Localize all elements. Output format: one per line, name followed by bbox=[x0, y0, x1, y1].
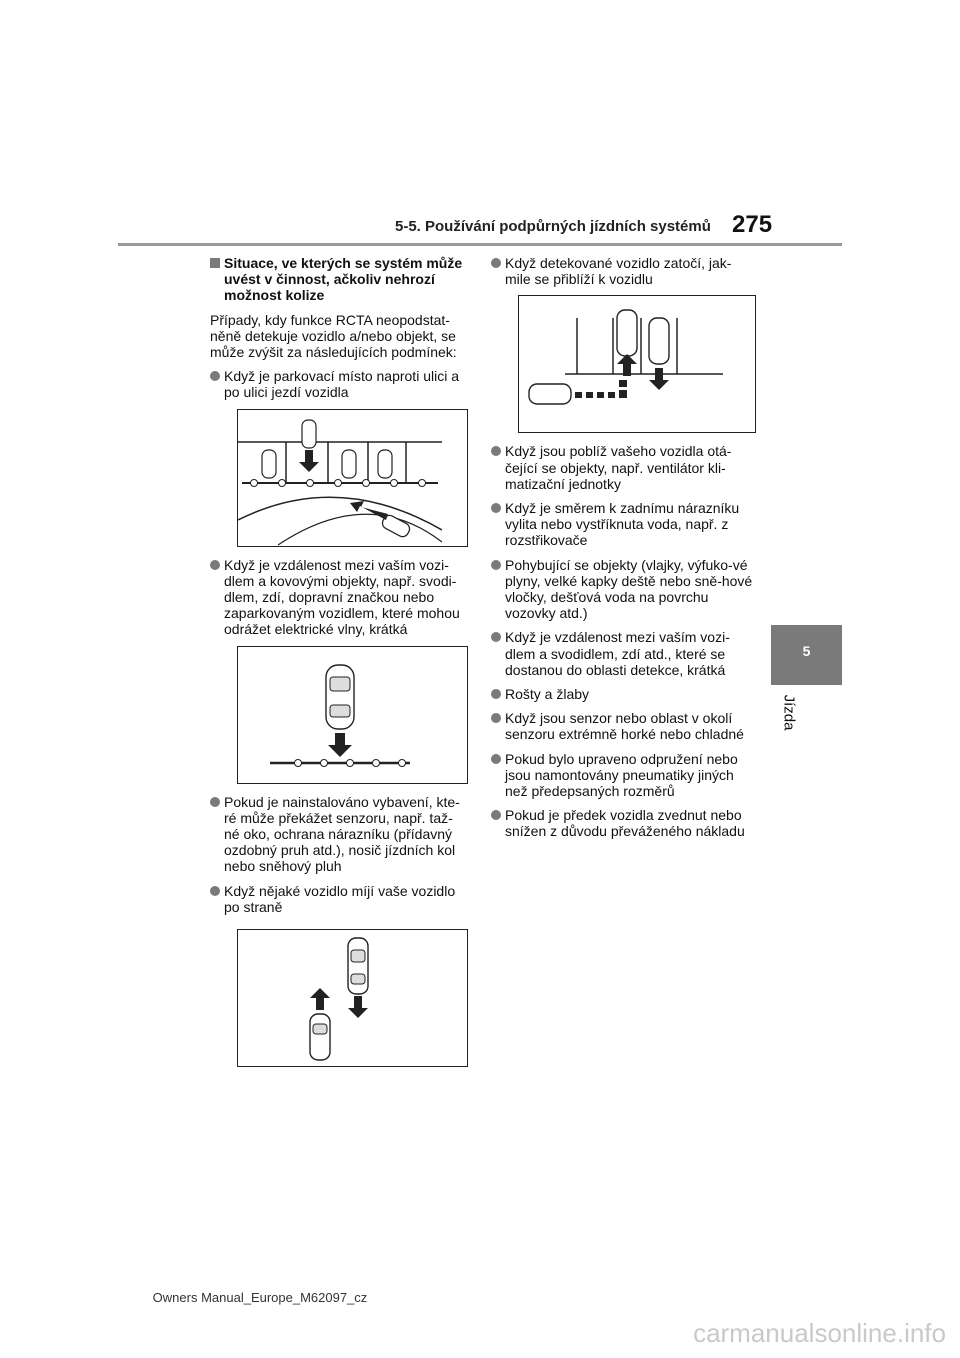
list-item: Pohybující se objekty (vlajky, výfuko-vé plyny, velké kapky deště nebo sně-hové vločky, dešťová voda na povrchu vozovky atd.) bbox=[491, 557, 756, 622]
list-item: Rošty a žlaby bbox=[491, 686, 756, 702]
list-item: Pokud je předek vozidla zvednut nebo snížen z důvodu převáženého nákladu bbox=[491, 807, 756, 839]
round-bullet-icon bbox=[491, 503, 501, 513]
page-footer bbox=[0, 1290, 960, 1305]
section-heading: Situace, ve kterých se systém může uvést v činnost, ačkoliv nehrozí možnost kolize bbox=[210, 255, 468, 304]
chapter-label bbox=[780, 690, 805, 740]
list-item: Když jsou poblíž vašeho vozidla otá-čející se objekty, např. ventilátor kli-matizační jednotky bbox=[491, 443, 756, 492]
list-item: Když je vzdálenost mezi vaším vozi-dlem a kovovými objekty, např. svodi-dlem, zdí, dopravní značkou nebo zaparkovaným vozidlem, které mohou odrážet elektrické vlny, krátká bbox=[210, 557, 468, 638]
illustration-guardrail-distance bbox=[237, 646, 468, 784]
round-bullet-icon bbox=[491, 810, 501, 820]
list-item: Když detekované vozidlo zatočí, jak-mile se přiblíží k vozidlu bbox=[491, 255, 756, 287]
left-column bbox=[210, 255, 468, 1077]
round-bullet-icon bbox=[491, 632, 501, 642]
round-bullet-icon bbox=[210, 797, 220, 807]
list-item: Když jsou senzor nebo oblast v okolí senzoru extrémně horké nebo chladné bbox=[491, 710, 756, 742]
round-bullet-icon bbox=[491, 258, 501, 268]
intro-paragraph: Případy, kdy funkce RCTA neopodstat-něně detekuje vozidlo a/nebo objekt, se může zvýšit za následujících podmínek: bbox=[210, 311, 457, 361]
list-item: Když je vzdálenost mezi vaším vozi-dlem a svodidlem, zdí atd., které se dostanou do oblasti detekce, krátká bbox=[491, 629, 756, 678]
round-bullet-icon bbox=[210, 886, 220, 896]
section-title: 5-5. Používání podpůrných jízdních systémů bbox=[395, 218, 711, 235]
list-item: Když je parkovací místo naproti ulici a po ulici jezdí vozidla bbox=[210, 368, 468, 400]
square-bullet-icon bbox=[210, 258, 220, 268]
round-bullet-icon bbox=[210, 371, 220, 381]
illustration-vehicle-passing bbox=[237, 929, 468, 1067]
round-bullet-icon bbox=[491, 446, 501, 456]
right-column bbox=[491, 255, 756, 848]
list-item: Pokud bylo upraveno odpružení nebo jsou namontovány pneumatiky jiných než předepsaných rozměrů bbox=[491, 751, 756, 800]
round-bullet-icon bbox=[491, 754, 501, 764]
header-divider bbox=[118, 243, 842, 246]
round-bullet-icon bbox=[491, 560, 501, 570]
round-bullet-icon bbox=[210, 560, 220, 570]
site-watermark: carmanualsonline.info bbox=[693, 1318, 946, 1348]
chapter-tab[interactable] bbox=[771, 625, 842, 685]
list-item: Když nějaké vozidlo míjí vaše vozidlo po straně bbox=[210, 883, 468, 915]
round-bullet-icon bbox=[491, 689, 501, 699]
illustration-parking-across-street bbox=[237, 409, 468, 547]
illustration-vehicle-turning bbox=[518, 295, 756, 433]
list-item: Pokud je nainstalováno vybavení, kte-ré může překážet senzoru, např. taž-né oko, ochrana nárazníku (přídavný ozdobný pruh atd.), nosič jízdních kol nebo sněhový pluh bbox=[210, 794, 468, 875]
document-name: Owners Manual_Europe_M62097_cz bbox=[152, 1290, 368, 1305]
round-bullet-icon bbox=[491, 713, 501, 723]
list-item: Když je směrem k zadnímu nárazníku vylita nebo vystříknuta voda, např. z rozstřikovače bbox=[491, 500, 756, 549]
page-number: 275 bbox=[732, 211, 773, 238]
chapter-name: Jízda bbox=[780, 694, 798, 731]
chapter-number: 5 bbox=[802, 643, 811, 659]
